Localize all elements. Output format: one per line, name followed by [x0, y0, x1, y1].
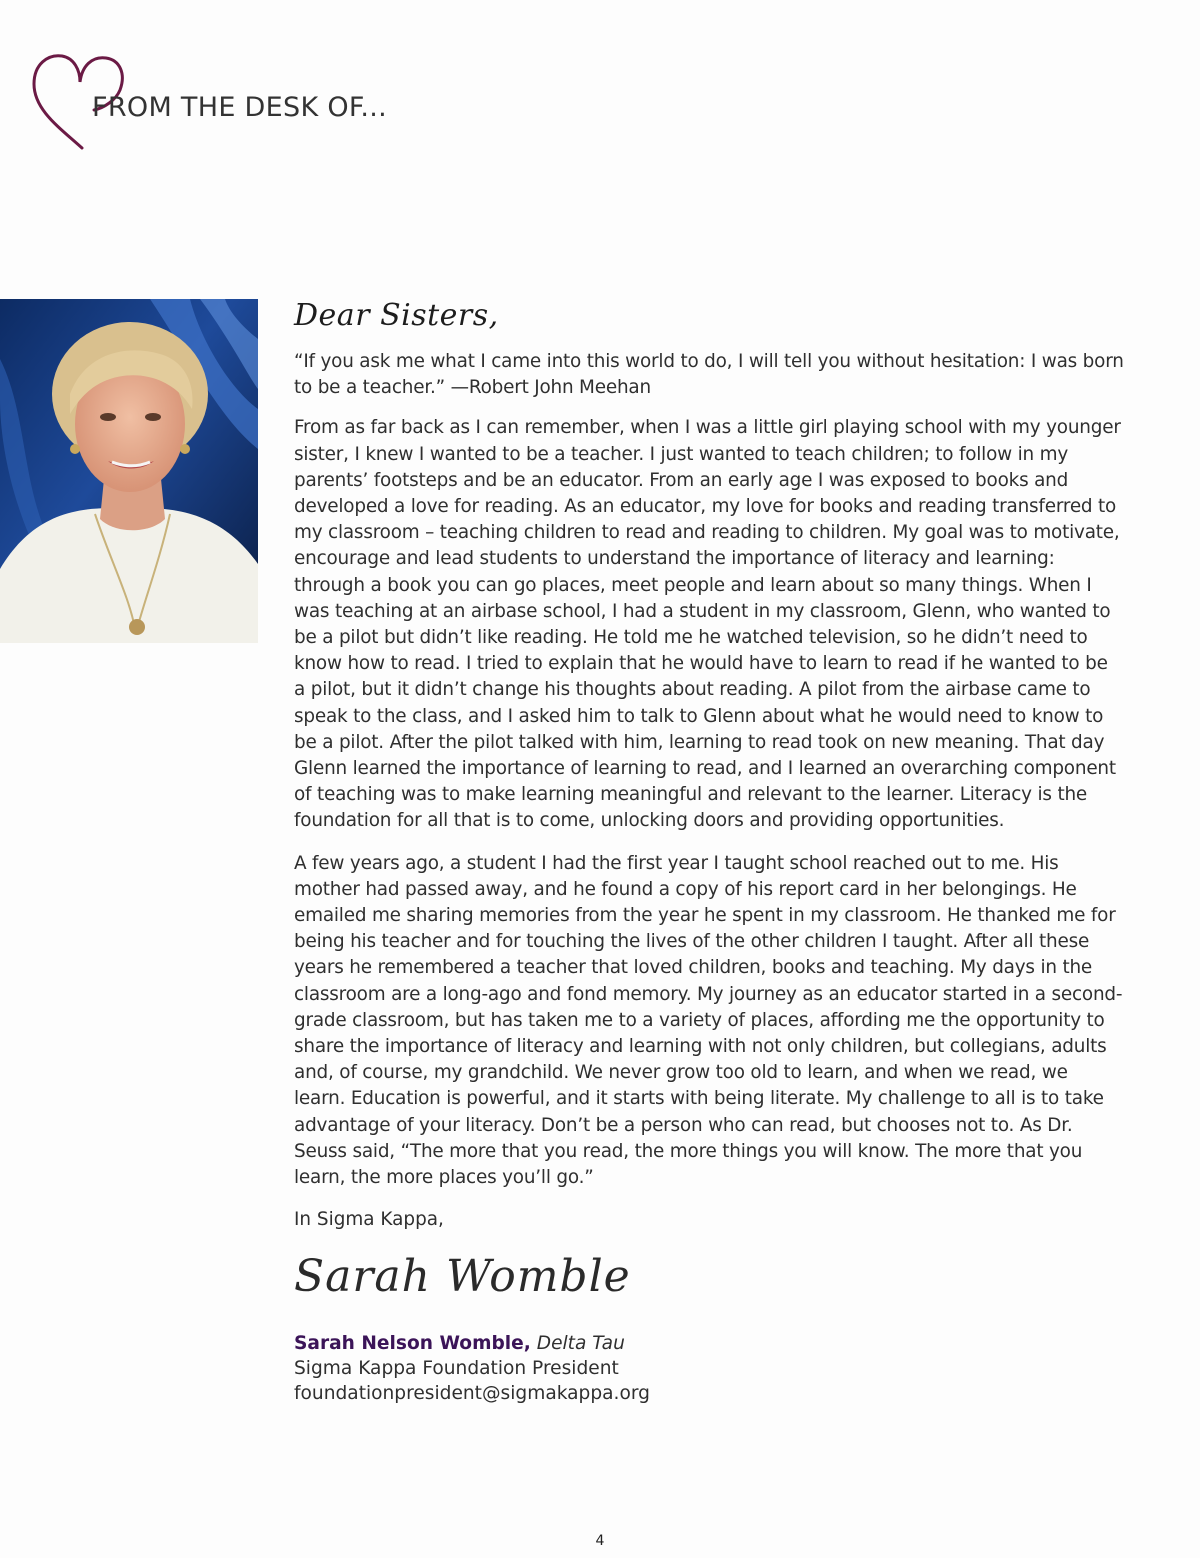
signer-chapter: Delta Tau — [536, 1333, 625, 1355]
signer-title: Sigma Kappa Foundation President — [294, 1358, 619, 1380]
paragraph: A few years ago, a student I had the first year I taught school reached out to me. His mother had passed away, and he found a copy of his report card in her belongings. He emailed me sharing memories from the year he spent in my classroom. He thanked me for being his teacher and for touching the lives of the other children I taught. After all these years he remembered a teacher that loved children, books and teaching. My days in the classroom are a long-ago and fond memory. My journey as an educator started in a second-grade classroom, but has taken me to a variety of places, affording me the opportunity to share the importance of literacy and learning with not only children, but collegians, adults and, of course, my grandchild. We never grow too old to learn, and when we read, we learn. Education is powerful, and it starts with being literate. My challenge to all is to take advantage of your literacy. Don’t be a person who can read, but chooses not to. As Dr. Seuss said, “The more that you read, the more things you will know. The more that you learn, the more places you’ll go.” — [294, 852, 1123, 1189]
closing-line: In Sigma Kappa, — [294, 1209, 444, 1231]
page-title: FROM THE DESK OF... — [92, 92, 388, 123]
signer-name: Sarah Nelson Womble, — [294, 1333, 531, 1355]
page-number: 4 — [595, 1533, 605, 1549]
paragraph: From as far back as I can remember, when I was a little girl playing school with my younger sister, I knew I wanted to be a teacher. I just wanted to teach children; to follow in my parents’ footsteps and be an educator. From an early age I was exposed to books and developed a love for reading. As an educator, my love for books and reading transferred to my classroom – teaching children to read and reading to children. My goal was to motivate, encourage and lead students to understand the importance of literacy and learning: through a book you can go places, meet people and learn about so many things. When I was teaching at an airbase school, I had a student in my classroom, Glenn, who wanted to be a pilot but didn’t like reading. He told me he watched television, so he didn’t need to know how to read. I tried to explain that he would have to learn to read if he wanted to be a pilot, but it didn’t change his thoughts about reading. A pilot from the airbase came to speak to the class, and I asked him to talk to Glenn about what he would need to know to be a pilot. After the pilot talked with him, learning to read took on new meaning. That day Glenn learned the importance of learning to read, and I learned an overarching component of teaching was to make learning meaningful and relevant to the learner. Literacy is the foundation for all that is to come, unlocking doors and providing opportunities. — [294, 417, 1121, 832]
page-header — [30, 48, 450, 158]
opening-quote: “If you ask me what I came into this world to do, I will tell you without hesitation: I was born to be a teacher.” —Robert John Meehan — [294, 351, 1124, 399]
letter-body — [294, 298, 1124, 1406]
author-photo — [0, 299, 258, 643]
signature-area — [294, 1233, 1124, 1331]
signer-block — [294, 1331, 1124, 1406]
salutation: Dear Sisters, — [294, 298, 499, 333]
handwritten-signature: Sarah Womble — [294, 1251, 631, 1303]
signer-email[interactable]: foundationpresident@sigmakappa.org — [294, 1383, 650, 1405]
